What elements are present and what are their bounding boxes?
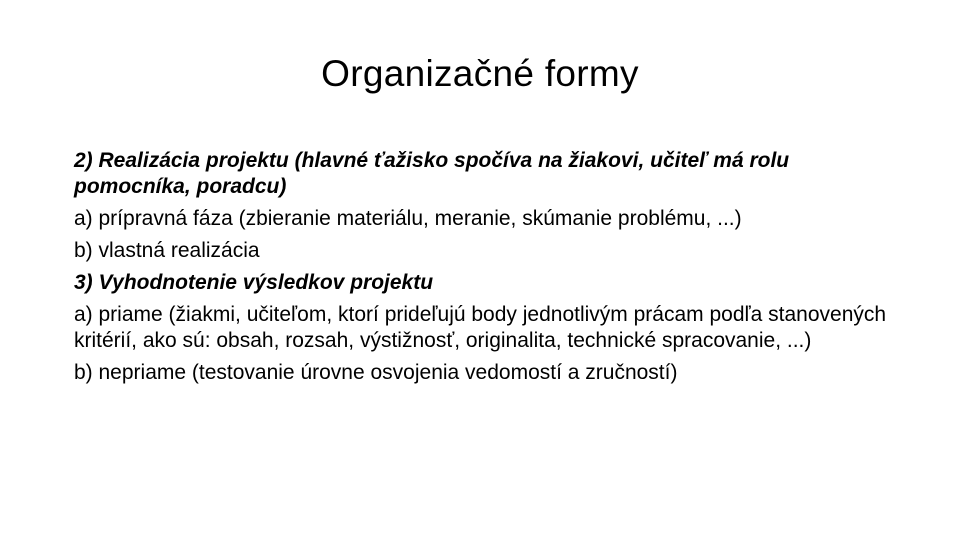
slide-title: Organizačné formy bbox=[321, 53, 639, 94]
section-heading-vyhodnotenie: 3) Vyhodnotenie výsledkov projektu bbox=[74, 271, 434, 294]
body-paragraph-priame: a) priame (žiakmi, učiteľom, ktorí prideľujú body jednotlivým prácam podľa stanovených kritérií, ako sú: obsah, rozsah, výstižnosť, originalita, technické spracovanie, ...) bbox=[74, 303, 887, 352]
body-paragraph-nepriame: b) nepriame (testovanie úrovne osvojenia vedomostí a zručností) bbox=[74, 361, 678, 384]
body-paragraph-pripravna-faza: a) prípravná fáza (zbieranie materiálu, meranie, skúmanie problému, ...) bbox=[74, 207, 742, 230]
body-paragraph-vlastna-realizacia: b) vlastná realizácia bbox=[74, 239, 260, 262]
section-heading-realizacia: 2) Realizácia projektu (hlavné ťažisko spočíva na žiakovi, učiteľ má rolu pomocníka, poradcu) bbox=[74, 149, 790, 198]
slide-body bbox=[74, 148, 904, 392]
